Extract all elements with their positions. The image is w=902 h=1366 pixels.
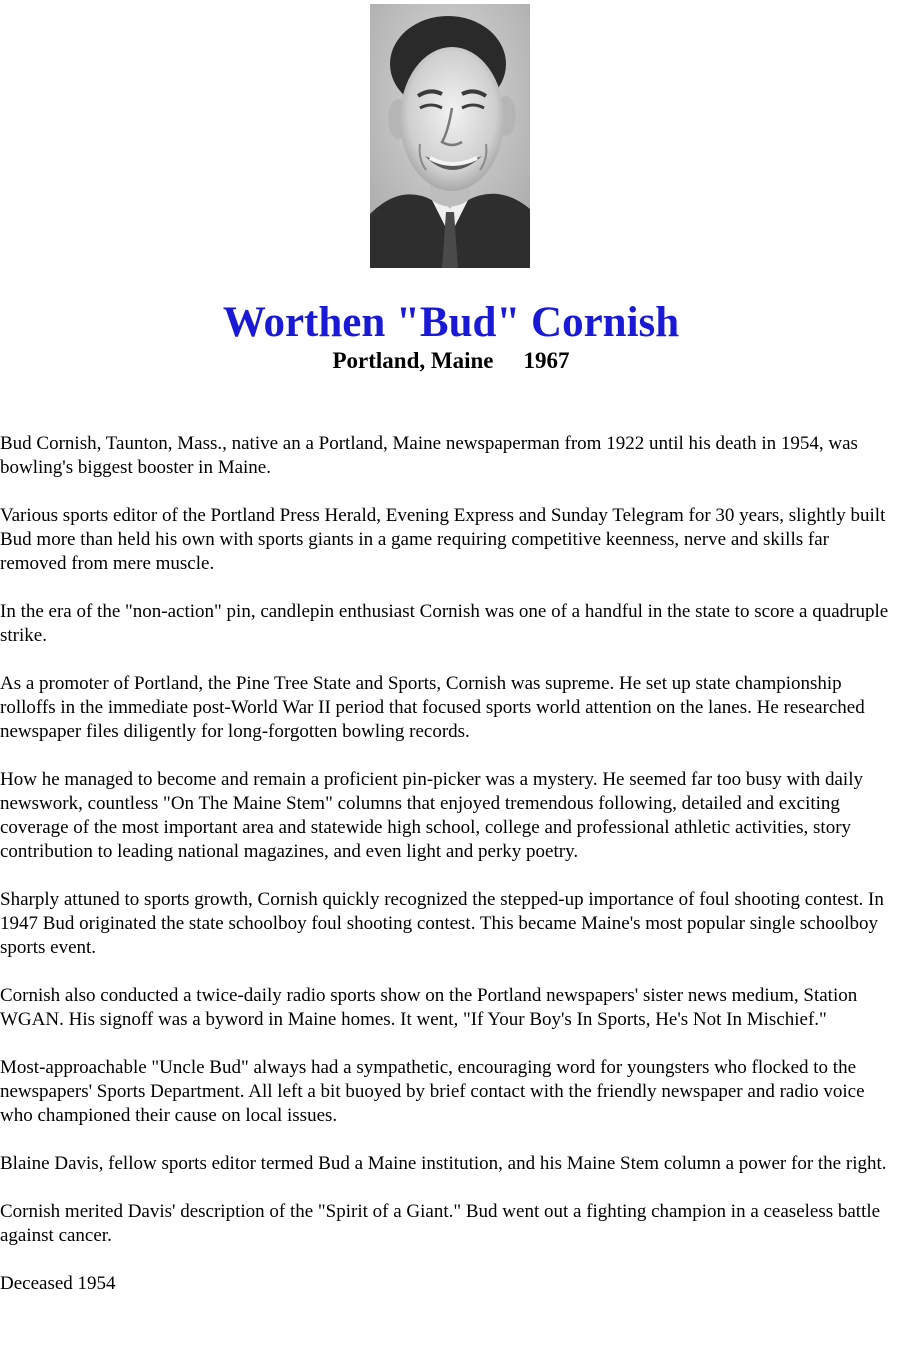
page-title: Worthen "Bud" Cornish [222, 299, 680, 346]
paragraph: Blaine Davis, fellow sports editor termed Bud a Maine institution, and his Maine Stem column a power for the right. [0, 1153, 887, 1174]
portrait-photo [370, 4, 530, 268]
paragraph: Most-approachable "Uncle Bud" always had a sympathetic, encouraging word for youngsters who flocked to the newspapers' Sports Department. All left a bit buoyed by brief contact with the friendly newspaper and radio voice who championed their cause on local issues. [0, 1057, 865, 1126]
subtitle [0, 346, 902, 376]
paragraph: Deceased 1954 [0, 1273, 116, 1294]
biography-text [0, 432, 902, 1320]
paragraph: Sharply attuned to sports growth, Cornish quickly recognized the stepped-up importance of foul shooting contest. In 1947 Bud originated the state schoolboy foul shooting contest. This became Maine's most popular single schoolboy sports event. [0, 889, 884, 958]
paragraph: How he managed to become and remain a proficient pin-picker was a mystery. He seemed far too busy with daily newswork, countless "On The Maine Stem" columns that enjoyed tremendous following, detailed and exciting coverage of the most important area and statewide high school, college and professional athletic activities, story contribution to leading national magazines, and even light and perky poetry. [0, 769, 863, 862]
paragraph: Bud Cornish, Taunton, Mass., native an a Portland, Maine newspaperman from 1922 until his death in 1954, was bowling's biggest booster in Maine. [0, 433, 858, 478]
paragraph: As a promoter of Portland, the Pine Tree State and Sports, Cornish was supreme. He set up state championship rolloffs in the immediate post-World War II period that focused sports world attention on the lanes. He researched newspaper files diligently for long-forgotten bowling records. [0, 673, 865, 742]
paragraph: Cornish also conducted a twice-daily radio sports show on the Portland newspapers' sister news medium, Station WGAN. His signoff was a byword in Maine homes. It went, "If Your Boy's In Sports, He's Not In Mischief." [0, 985, 858, 1030]
portrait-photo-icon [370, 4, 530, 268]
paragraph: Various sports editor of the Portland Press Herald, Evening Express and Sunday Telegram for 30 years, slightly built Bud more than held his own with sports giants in a game requiring competitive keenness, nerve and skills far removed from mere muscle. [0, 505, 886, 574]
paragraph: Cornish merited Davis' description of the "Spirit of a Giant." Bud went out a fighting champion in a ceaseless battle against cancer. [0, 1201, 881, 1246]
induction-year: 1967 [523, 348, 570, 373]
location: Portland, Maine [332, 348, 494, 373]
paragraph: In the era of the "non-action" pin, candlepin enthusiast Cornish was one of a handful in the state to score a quadruple strike. [0, 601, 889, 646]
